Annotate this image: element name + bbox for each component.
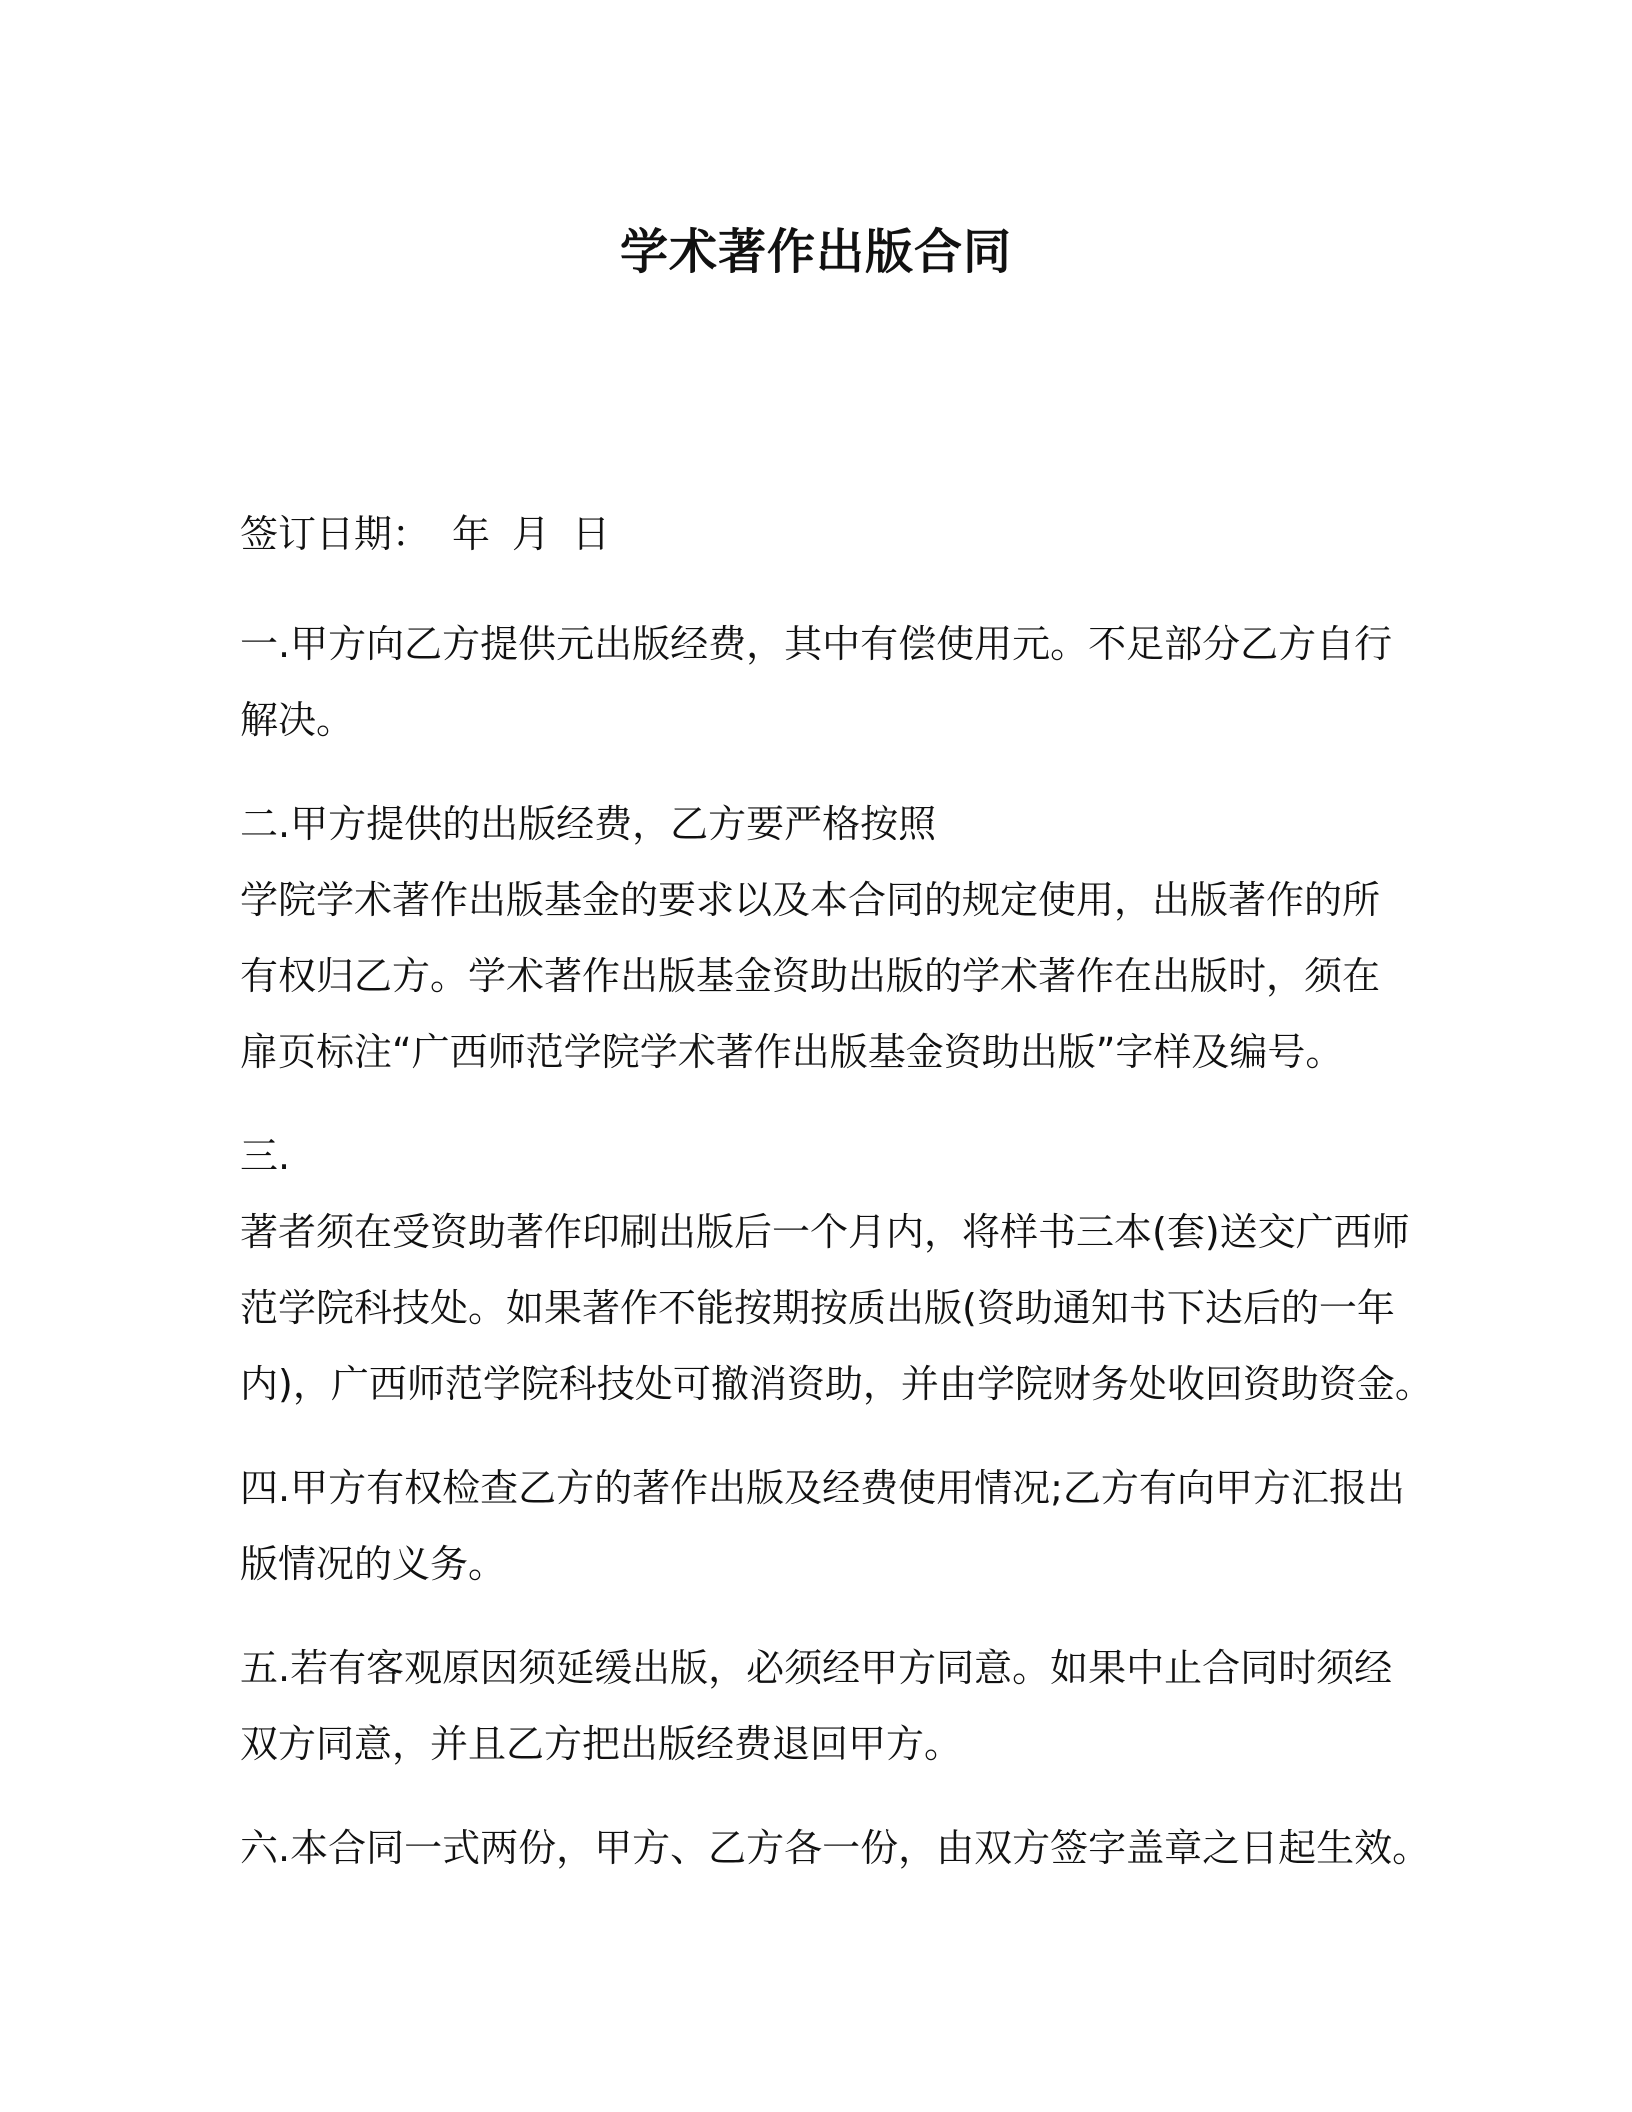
clause-line: 有权归乙方。学术著作出版基金资助出版的学术著作在出版时，须在	[240, 954, 1381, 998]
clause-line: 内)，广西师范学院科技处可撤消资助，并由学院财务处收回资助资金。	[240, 1362, 1433, 1406]
clause-2	[240, 786, 1400, 1090]
clause-6	[240, 1810, 1431, 1886]
clause-line: 六.本合同一式两份，甲方、乙方各一份，由双方签字盖章之日起生效。	[240, 1826, 1431, 1870]
document-body	[240, 496, 1433, 1914]
clause-line: 二.甲方提供的出版经费，乙方要严格按照	[240, 802, 937, 846]
clause-line: 范学院科技处。如果著作不能按期按质出版(资助通知书下达后的一年	[240, 1286, 1395, 1330]
clause-line: 版情况的义务。	[240, 1542, 507, 1586]
sign-date-month: 月	[512, 512, 551, 556]
clause-line: 解决。	[240, 698, 355, 742]
clause-5	[240, 1630, 1400, 1782]
clause-line: 扉页标注“广西师范学院学术著作出版基金资助出版”字样及编号。	[240, 1030, 1344, 1074]
clause-line: 三.	[240, 1134, 291, 1178]
sign-date-label: 签订日期：	[240, 512, 431, 556]
sign-date-line	[240, 496, 1400, 572]
sign-date-day: 日	[572, 512, 611, 556]
clause-1	[240, 606, 1400, 758]
clause-3	[240, 1118, 1433, 1422]
clause-line: 双方同意，并且乙方把出版经费退回甲方。	[240, 1722, 963, 1766]
clause-line: 学院学术著作出版基金的要求以及本合同的规定使用，出版著作的所	[240, 878, 1381, 922]
clause-line: 五.若有客观原因须延缓出版，必须经甲方同意。如果中止合同时须经	[240, 1646, 1393, 1690]
clause-line: 四.甲方有权检查乙方的著作出版及经费使用情况;乙方有向甲方汇报出	[240, 1466, 1405, 1510]
clause-line: 一.甲方向乙方提供元出版经费，其中有偿使用元。不足部分乙方自行	[240, 622, 1393, 666]
clause-line: 著者须在受资助著作印刷出版后一个月内，将样书三本(套)送交广西师	[240, 1210, 1410, 1254]
clause-4	[240, 1450, 1405, 1602]
sign-date-year: 年	[452, 512, 491, 556]
document-title: 学术著作出版合同	[619, 224, 1012, 280]
